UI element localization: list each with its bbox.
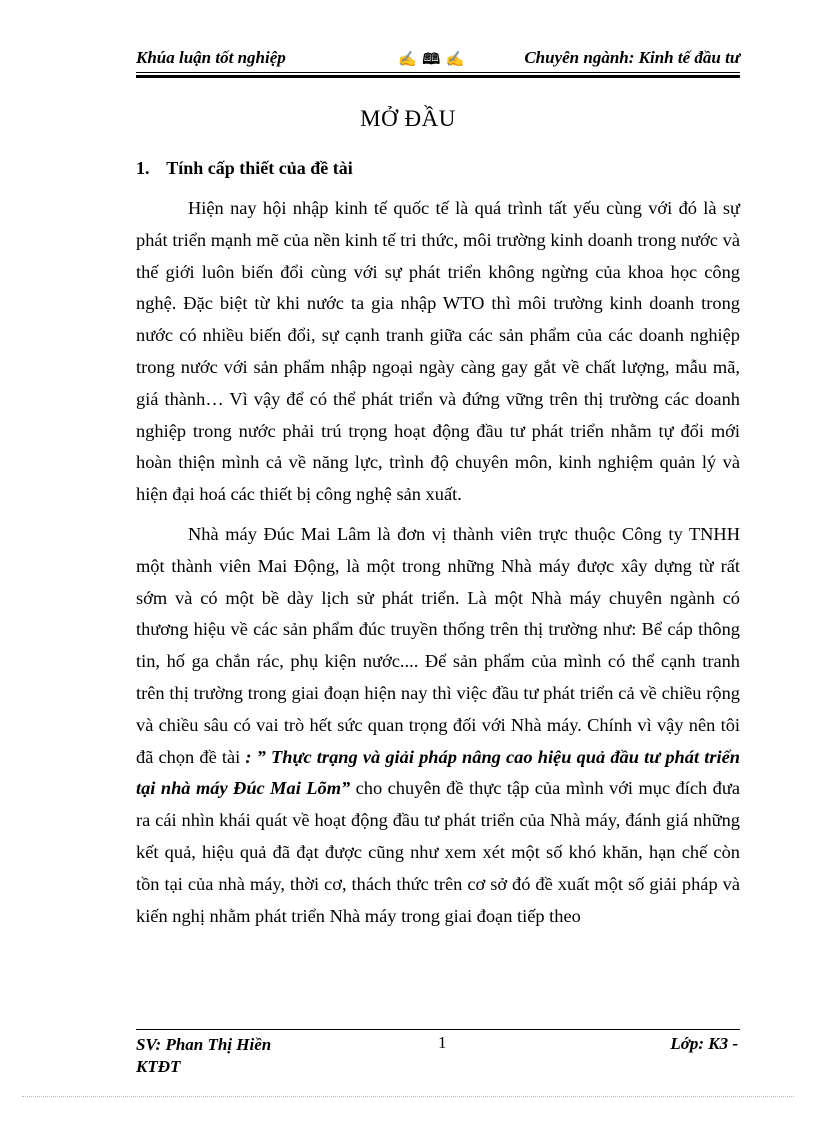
section-number: 1. (136, 158, 150, 178)
paragraph-2-start: Nhà máy Đúc Mai Lâm là đơn vị thành viên trực thuộc Công ty TNHH một thành viên Mai Động, là một trong những Nhà máy được xây dựng từ rất sớm và có một bề dày lịch sử phát triển. Là một Nhà máy chuyên ngành có thương hiệu về các sản phẩm đúc truyền thống trên thị trường như: Bể cáp thông tin, hố ga chắn rác, phụ kiện nước.... Để sản phẩm của mình có thể cạnh tranh trên thị trường trong giai đoạn hiện nay thì việc đầu tư phát triển cả về chiều rộng và chiều sâu có vai trò hết sức quan trọng đối với Nhà máy. Chính vì vậy nên tôi đã chọn đề tài (136, 523, 740, 767)
thesis-topic-title: : ” Thực trạng và giải pháp nâng cao hiệu quả đầu tư phát triển tại nhà máy Đúc Mai Lõm” (136, 746, 741, 799)
footer-student-name: SV: Phan Thị Hiền (136, 1035, 272, 1054)
paragraph-2-end: cho chuyên đề thực tập của mình với mục đích đưa ra cái nhìn khái quát về hoạt động đầu tư phát triển của Nhà máy, đánh giá những kết quả, hiệu quả đã đạt được cũng như xem xét một số khó khăn, hạn chế còn tồn tại của nhà máy, thời cơ, thách thức trên cơ sở đó đề xuất một số giải pháp và kiến nghị nhằm phát triển Nhà máy trong giai đoạn tiếp theo (136, 778, 740, 926)
footer-major: KTĐT (136, 1057, 181, 1076)
section-title: Tính cấp thiết của đề tài (166, 158, 353, 178)
paragraph-1: Hiện nay hội nhập kinh tế quốc tế là quá trình tất yếu cùng với đó là sự phát triển mạnh mẽ của nền kinh tế tri thức, môi trường kinh doanh trong nước và thế giới luôn biến đổi cùng với sự phát triển không ngừng của khoa học công nghệ. Đặc biệt từ khi nước ta gia nhập WTO thì môi trường kinh doanh trong nước có nhiều biến đổi, sự cạnh tranh giữa các sản phẩm của các doanh nghiệp trong nước với sản phẩm nhập ngoại ngày càng gay gắt về chất lượng, mẫu mã, giá thành… Vì vậy để có thể phát triển và đứng vững trên thị trường các doanh nghiệp trong nước phải trú trọng hoạt động đầu tư phát triển nhằm tự đổi mới hoàn thiện mình cả về năng lực, trình độ chuyên môn, kinh nghiệm quản lý và hiện đại hoá các thiết bị công nghệ sản xuất. (136, 198, 740, 505)
paragraph-2 (136, 519, 740, 932)
page-edge-dotted-line (22, 1096, 794, 1097)
page-title: MỞ ĐẦU (360, 106, 456, 131)
page-number: 1 (438, 1033, 447, 1052)
header-major-label: Chuyên ngành: Kinh tế đầu tư (524, 48, 740, 67)
footer-student-info (136, 1034, 271, 1078)
section-heading (136, 158, 353, 179)
page-header (136, 48, 740, 74)
header-double-rule (136, 72, 740, 78)
footer-class: Lớp: K3 - (670, 1034, 738, 1053)
quill-book-ornament-icon: ✍ 🕮 ✍ (398, 52, 466, 68)
header-thesis-label: Khúa luận tốt nghiệp (136, 48, 286, 67)
footer-rule (136, 1029, 740, 1030)
body-text (136, 193, 740, 932)
